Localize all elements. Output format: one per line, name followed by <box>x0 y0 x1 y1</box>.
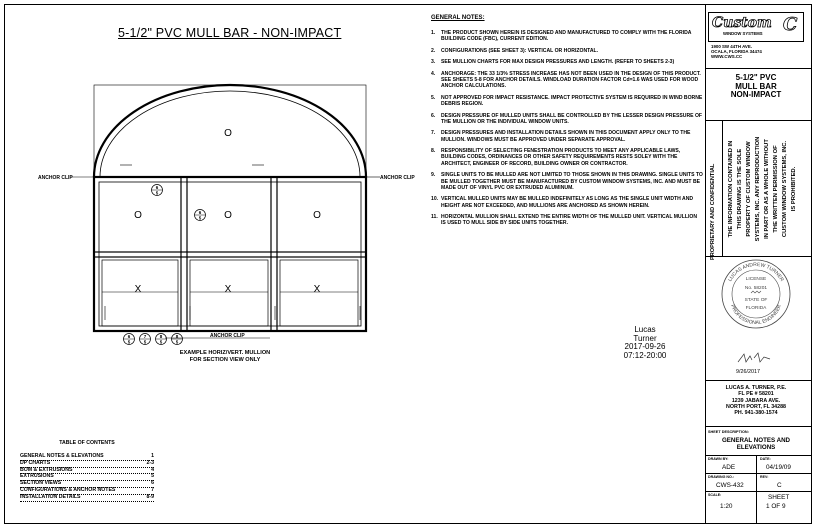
drawing-title: 5-1/2" PVC MULL BAR - NON-IMPACT <box>118 26 342 40</box>
note-item: 9. SINGLE UNITS TO BE MULLED ARE NOT LIMITED TO THOSE SHOWN IN THIS DRAWING. SINGLE UNITS TO BE MULLED TOGETHER MUST BE MANUFACTURED BY CUSTOM WINDOW SYSTEMS, INC. AND MUST BE MADE OUT OF VINYL PVC OR EXTRUDED ALUMINUM. <box>431 172 703 191</box>
svg-text:LUCAS ANDREW TURNER: LUCAS ANDREW TURNER <box>727 261 785 283</box>
callout-b-sheet: 5 <box>198 215 202 221</box>
drawn-by: ADE <box>722 464 736 471</box>
example-caption: EXAMPLE HORIZ/VERT. MULLION FOR SECTION VIEW ONLY <box>179 350 271 363</box>
anchor-clip-right-label: ANCHOR CLIP <box>380 175 415 181</box>
confidential-heading: PROPRIETARY AND CONFIDENTIAL <box>710 163 716 260</box>
svg-text:THE WRITTEN PERMISSION OF: THE WRITTEN PERMISSION OF <box>773 145 779 233</box>
divider <box>705 256 812 257</box>
note-item: 6. DESIGN PRESSURE OF MULLED UNITS SHALL BE CONTROLLED BY THE LESSER DESIGN PRESSURE OF THE MULLION OR THE INDIVIDUAL WINDOW UNITS. <box>431 112 703 125</box>
callout-bottom-number: 8 <box>159 334 163 339</box>
svg-text:LICENSE: LICENSE <box>745 277 767 282</box>
svg-text:PROFESSIONAL ENGINEER: PROFESSIONAL ENGINEER <box>729 303 783 327</box>
note-item: 1. THE PRODUCT SHOWN HEREIN IS DESIGNED AND MANUFACTURED TO COMPLY WITH THE FLORIDA BUILDING CODE (FBC), CURRENT EDITION. <box>431 30 692 43</box>
svg-text:THIS DRAWING IS THE SOLE: THIS DRAWING IS THE SOLE <box>737 148 743 230</box>
svg-text:IN PART OR AS A WHOLE WITHOUT: IN PART OR AS A WHOLE WITHOUT <box>764 139 770 239</box>
toc-row: DP CHARTS 2-3 <box>20 459 154 466</box>
general-notes-list <box>431 30 703 232</box>
title-block-divider <box>705 4 706 524</box>
toc-row: GENERAL NOTES & ELEVATIONS 1 <box>20 453 154 459</box>
rev-label: REV: <box>760 475 769 479</box>
callout-bottom-number: 8 <box>175 334 179 339</box>
product-title: 5-1/2" PVC MULL BAR NON-IMPACT <box>730 73 782 100</box>
signature <box>736 350 772 366</box>
drawing-no: CWS-432 <box>716 482 744 489</box>
note-item: 4. ANCHORAGE: THE 33 1/3% STRESS INCREASE HAS NOT BEEN USED IN THE DESIGN OF THIS PRODUCT. SEE SHEETS 5-8 FOR ANCHOR DETAILS. WINDLOAD DURATION FACTOR Cd=1.6 WAS USED FOR WOOD ANCHOR CALCULATIONS. <box>431 70 701 90</box>
pane-top-label: O <box>224 128 232 139</box>
svg-text:No. 58201: No. 58201 <box>744 286 768 291</box>
date: 04/19/09 <box>766 464 791 471</box>
pane-mid-3-label: O <box>313 210 321 221</box>
elevation-drawing <box>20 80 420 350</box>
note-item: 5. NOT APPROVED FOR IMPACT RESISTANCE. IMPACT PROTECTIVE SYSTEM IS REQUIRED IN WIND BORNE DEBRIS REGION. <box>431 94 703 108</box>
note-item: 8. RESPONSIBILITY OF SELECTING FENESTRATION PRODUCTS TO MEET ANY APPLICABLE LAWS, BUILDING CODES, ORDINANCES OR OTHER SAFETY REQUIREMENTS RESTS SOLEY WITH THE ARCHITECT, ENGINEER OF RECORD, BUILDING OWNER OR CONTRACTOR. <box>431 148 681 167</box>
svg-text:STATE OF: STATE OF <box>744 298 768 303</box>
toc-row: INSTALLATION DETAILS 8-9 <box>20 493 154 500</box>
pane-low-1-label: X <box>134 284 142 295</box>
confidential-text <box>724 122 804 256</box>
sheet-description-label: SHEET DESCRIPTION: <box>708 430 749 434</box>
callout-bottom-number: 6 <box>127 334 131 339</box>
engineer-seal <box>720 258 792 330</box>
rev: C <box>777 482 782 489</box>
callout-bottom-sheet: 5 <box>127 339 131 345</box>
anchor-clip-left-label: ANCHOR CLIP <box>38 175 73 181</box>
toc-heading: TABLE OF CONTENTS <box>59 440 115 446</box>
svg-text:IS PROHIBITED.: IS PROHIBITED. <box>791 166 797 212</box>
callout-a-number: 6 <box>155 185 159 190</box>
toc-row: EXTRUSIONS 5 <box>20 473 154 480</box>
sheet-label: SHEET <box>768 494 790 501</box>
divider <box>705 68 812 69</box>
company-address: 1900 SW 44TH AVE. OCALA, FLORIDA 34474 WWW.CWS.CC <box>711 44 762 60</box>
note-item: 3. SEE MULLION CHARTS FOR MAX DESIGN PRESSURES AND LENGTH. (REFER TO SHEETS 2-3) <box>431 59 675 66</box>
svg-text:THE INFORMATION CONTAINED IN: THE INFORMATION CONTAINED IN <box>728 140 734 238</box>
note-item: 2. CONFIGURATIONS (SEE SHEET 3): VERTICAL OR HORIZONTAL. <box>431 47 599 54</box>
note-item: 7. DESIGN PRESSURES AND INSTALLATION DETAILS SHOWN IN THIS DOCUMENT APPLY ONLY TO THE MULLION. WINDOWS MUST BE APPROVED UNDER SEPARATE APPROVAL. <box>431 130 691 143</box>
svg-text:SYSTEMS, INC. ANY REPRODUCTION: SYSTEMS, INC. ANY REPRODUCTION <box>755 136 761 242</box>
sheet-number: 1 OF 9 <box>766 503 786 510</box>
divider <box>705 426 812 427</box>
scale-label: SCALE: <box>708 493 722 497</box>
digital-signature: Lucas Turner 2017-09-26 07:12-20:00 <box>623 325 667 360</box>
pane-mid-1-label: O <box>134 210 142 221</box>
sheet-description: GENERAL NOTES AND ELEVATIONS <box>721 437 791 452</box>
engineer-info: LUCAS A. TURNER, P.E. FL PE # 58201 1239 JABARA AVE. NORTH PORT, FL 34288 PH. 941-380-1574 <box>725 385 787 417</box>
toc-row: BOM & EXTRUSIONS 4 <box>20 466 154 473</box>
divider <box>705 380 812 381</box>
callout-bottom-sheet: 5 <box>159 339 163 345</box>
note-item: 11. HORIZONTAL MULLION SHALL EXTEND THE ENTIRE WIDTH OF THE MULLED UNIT. VERTICAL MULLION IS USED TO MULL SIDE BY SIDE UNITS TOGETHER. <box>431 214 697 227</box>
divider <box>705 455 812 456</box>
callout-bottom-sheet: 5 <box>143 339 147 345</box>
pane-low-3-label: X <box>313 284 321 295</box>
callout-a-sheet: 5 <box>155 190 159 196</box>
company-logo: Custom C WINDOW SYSTEMS <box>708 12 804 42</box>
toc-row: SECTION VIEWS 6 <box>20 480 154 487</box>
toc-row: CONFIGURATIONS & ANCHOR NOTES 7 <box>20 486 154 493</box>
divider <box>705 473 812 474</box>
anchor-clip-bottom-label: ANCHOR CLIP <box>210 333 245 339</box>
pane-low-2-label: X <box>224 284 232 295</box>
pane-mid-2-label: O <box>224 210 232 221</box>
scale: 1:20 <box>720 503 733 510</box>
date-label: DATE: <box>760 457 771 461</box>
general-notes-heading: GENERAL NOTES: <box>431 15 485 21</box>
callout-bottom-sheet: 5 <box>175 339 179 345</box>
drawing-no-label: DRAWING NO.: <box>708 475 734 479</box>
signature-date: 9/26/2017 <box>736 369 760 375</box>
callout-bottom-number: 7 <box>143 334 147 339</box>
table-of-contents <box>20 440 154 502</box>
divider <box>722 120 723 256</box>
svg-text:FLORIDA: FLORIDA <box>745 306 767 311</box>
svg-text:PROPERTY OF CUSTOM WINDOW: PROPERTY OF CUSTOM WINDOW <box>746 141 752 237</box>
note-item: 10. VERTICAL MULLED UNITS MAY BE MULLED INDEFINITELY AS LONG AS THE SINGLE UNIT WIDTH AND HEIGHT ARE NOT EXCEEDED, AND MULLIONS ARE ANCHORED AS SHOWN HEREIN. <box>431 196 694 209</box>
drawn-by-label: DRAWN BY: <box>708 457 729 461</box>
divider <box>705 491 812 492</box>
callout-b-number: 6 <box>198 210 202 215</box>
divider <box>756 455 757 524</box>
svg-text:CUSTOM WINDOW SYSTEMS, INC.: CUSTOM WINDOW SYSTEMS, INC. <box>782 140 788 238</box>
